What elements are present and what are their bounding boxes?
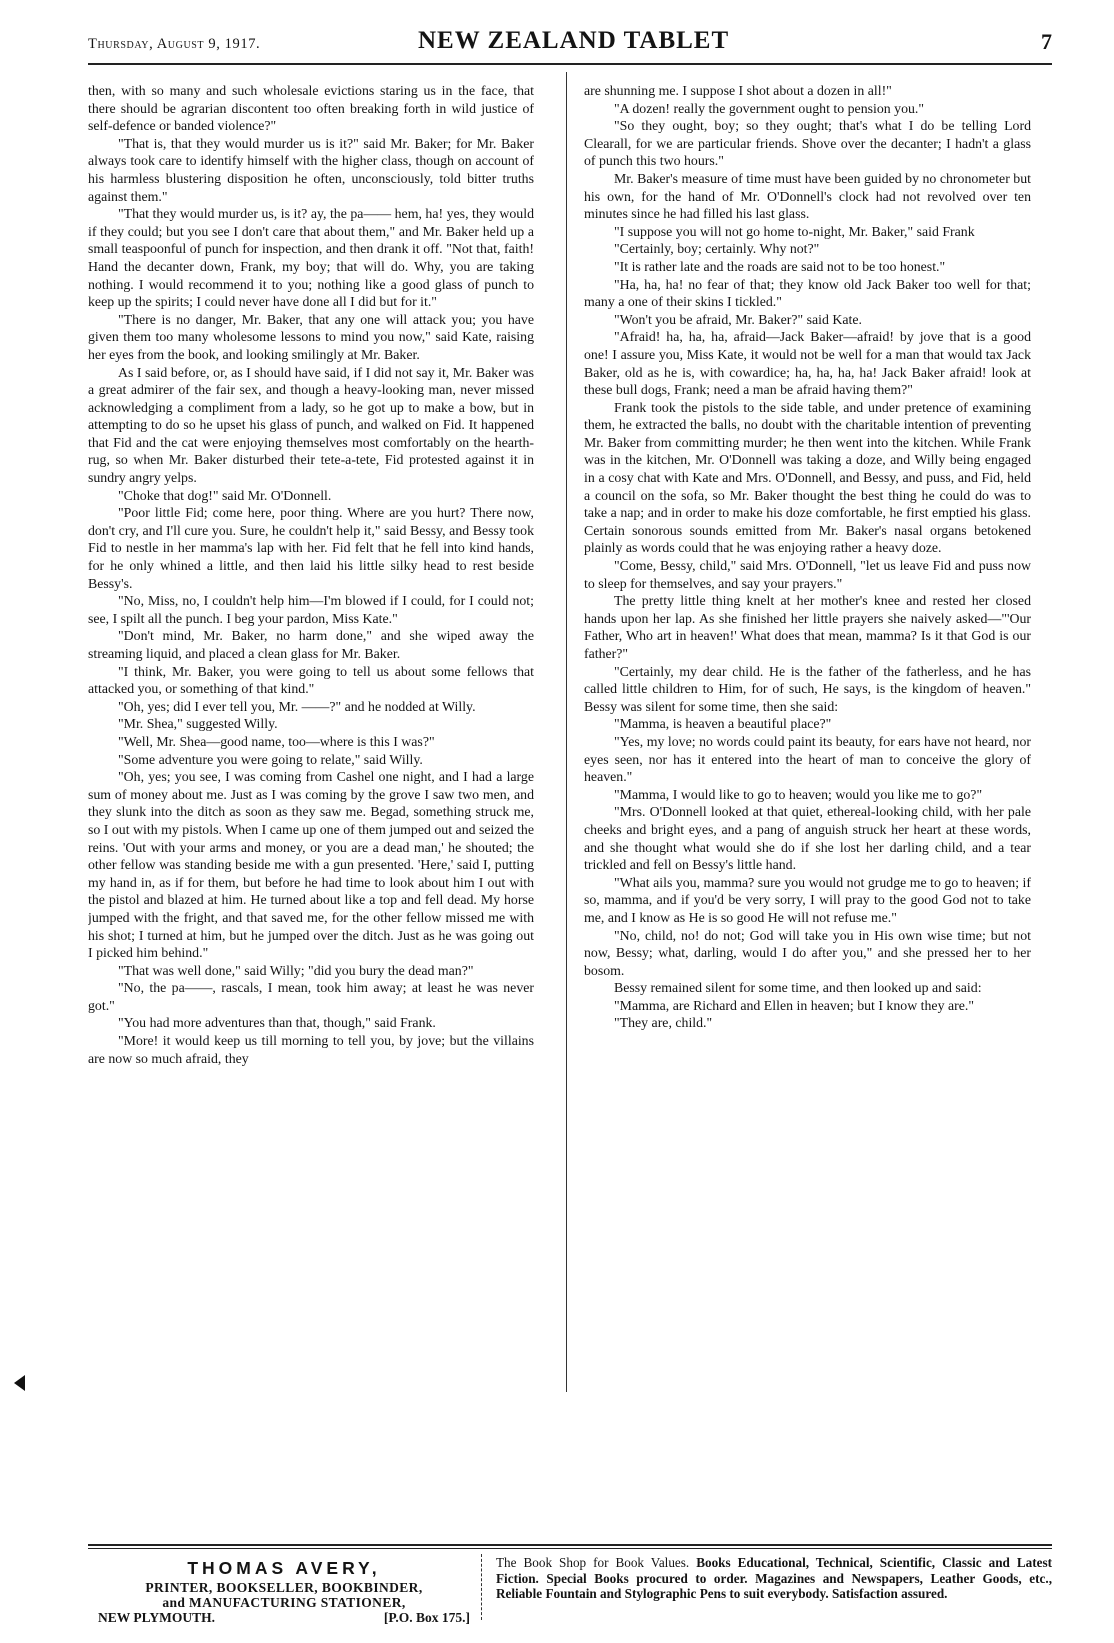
paragraph: "No, Miss, no, I couldn't help him—I'm blowed if I could, for I could not; see, I spilt all the punch. I beg your pardon, Miss Kate." [88,593,534,626]
ad-lead: The Book Shop for Book Values. [496,1555,690,1570]
advertisement-avery [92,1556,476,1625]
paragraph: "Poor little Fid; come here, poor thing. Where are you hurt? There now, don't cry, and I'll cure you. Sure, he couldn't help it," said Bessy, and Bessy took Fid to nestle in her mamma's lap with her. Fid felt that he fell into kind hands, for he only whined a little, and then laid his little silky head to rest beside Bessy's. [88,505,534,591]
paragraph: "Come, Bessy, child," said Mrs. O'Donnell, "let us leave Fid and puss now to sleep for themselves, and say your prayers." [584,558,1031,591]
town: NEW PLYMOUTH. [98,1610,216,1625]
paragraph: "Some adventure you were going to relate," said Willy. [118,751,423,767]
paragraph: "I think, Mr. Baker, you were going to tell us about some fellows that attacked you, or something of that kind." [88,663,534,697]
page-number: 7 [1041,29,1052,54]
paragraph: "So they ought, boy; so they ought; that's what I do be telling Lord Clearall, for we are particular friends. Shove over the decanter; I hadn't a glass of punch this two hours." [584,118,1031,169]
paragraph: "Choke that dog!" said Mr. O'Donnell. [118,487,332,503]
paragraph: The pretty little thing knelt at her mother's knee and rested her closed hands upon her lap. As she finished her little prayers she naively asked—"'Our Father, Who art in heaven!' What does that mean, mamma? Is it that God is our father?" [584,593,1031,661]
paragraph: "I suppose you will not go home to-night, Mr. Baker," said Frank [614,223,975,239]
po-box: [P.O. Box 175.] [383,1610,470,1625]
left-column [88,82,534,1382]
paragraph: "Ha, ha, ha! no fear of that; they know old Jack Baker too well for that; many a one of their skins I tickled." [584,276,1031,310]
paragraph: "That was well done," said Willy; "did you bury the dead man?" [118,962,474,978]
paragraph: "Mamma, I would like to go to heaven; would you like me to go?" [614,786,983,802]
paragraph: "Won't you be afraid, Mr. Baker?" said Kate. [614,311,862,327]
paragraph: "Certainly, my dear child. He is the father of the fatherless, and he has called little children to Him, for of such, He says, is the kingdom of heaven." Bessy was silent for some time, then she said: [584,663,1031,714]
paragraph: "A dozen! really the government ought to pension you." [614,100,925,116]
trades-line: PRINTER, BOOKSELLER, BOOKBINDER, [145,1580,423,1595]
paragraph: Frank took the pistols to the side table, and under pretence of examining them, he extracted the balls, no doubt with the charitable intention of preventing Mr. Baker from committing murder; he then went into the kitchen. While Frank was in the kitchen, Mr. O'Donnell was taking a doze, and Willy being engaged in a cosy chat with Kate and Mrs. O'Donnell, and Bessy, and puss, and Fid, held a council on the sofa, so Mr. Baker thought the best thing he could do was to take a nap; and in order to make his doze comfortable, he first emptied his glass. Certain sonorous sounds emitted from Mr. Baker's nasal organs betokened plainly as words could that he was enjoying rather a heavy doze. [584,399,1031,556]
right-column [584,82,1031,1382]
paragraph: As I said before, or, as I should have said, if I did not say it, Mr. Baker was a great admirer of the fair sex, and though a heavy-looking man, never missed acknowledging a compliment from a lady, so he got up to make a bow, but in attempting to do so he upset his glass of punch, and walked on Fid. It happened that Fid and the cat were enjoying themselves most comfortably on the hearth-rug, so when Mr. Baker disturbed their tete-a-tete, Fid protested against it in sundry angry yelps. [88,364,534,486]
newspaper-title: NEW ZEALAND TABLET [418,27,730,54]
advertiser-name: THOMAS AVERY, [187,1558,381,1578]
paragraph: "Mamma, are Richard and Ellen in heaven; but I know they are." [614,997,974,1013]
paragraph: "What ails you, mamma? sure you would not grudge me to go to heaven; if so, mamma, and if you'd be very sorry, I will pray to the good God not to take me, and I know as He is so good He will not refuse me." [584,874,1031,925]
paragraph: then, with so many and such wholesale evictions staring us in the face, that there should be agrarian discontent too often breaking forth in wild justice of self-defence or banded violence?" [88,83,534,134]
issue-date: Thursday, August 9, 1917. [88,36,261,52]
paragraph: "That is, that they would murder us is it?" said Mr. Baker; for Mr. Baker always took care to identify himself with the higher class, though on account of his harmless blustering disposition he often, unconsciously, told bitter truths against them." [88,135,534,204]
paragraph: "No, child, no! do not; God will take you in His own wise time; but not now, Bessy; what, darling, would I do after you," and she pressed her to her bosom. [584,927,1031,978]
paragraph: "You had more adventures than that, though," said Frank. [118,1015,436,1031]
column-divider [566,72,567,1392]
address-row [92,1610,476,1625]
paragraph: "Certainly, boy; certainly. Why not?" [614,241,820,257]
paragraph: "Don't mind, Mr. Baker, no harm done," and she wiped away the streaming liquid, and placed a clean glass for Mr. Baker. [88,628,534,661]
paragraph: "Afraid! ha, ha, ha, afraid—Jack Baker—afraid! by jove that is a good one! I assure you, Miss Kate, it would not be well for a man that would tax Jack Baker, old as he is, with cowardice; ha, ha, ha, ha! Jack Baker afraid! look at these bull dogs, Frank; need a man be afraid having them?" [584,329,1031,398]
footer-rule-thin [88,1548,1052,1549]
paragraph: "Oh, yes; did I ever tell you, Mr. ——?" and he nodded at Willy. [118,698,476,714]
paragraph: "That they would murder us, is it? ay, the pa—— hem, ha! yes, they would if they could; but you see I don't care that about them," and Mr. Baker held up a small teaspoonful of punch for inspection, and then drank it off. "Not that, faith! Hand the decanter down, Frank, my boy; that will do. Why, you are taking nothing. I would recommend it to you; nothing like a good glass of punch to keep up the spirits; I could never have done all I did but for it." [88,206,534,310]
paragraph: "More! it would keep us till morning to tell you, by jove; but the villains are now so much afraid, they [88,1033,534,1066]
advertisement-book-shop [496,1555,1052,1602]
paragraph: "Yes, my love; no words could paint its beauty, for ears have not heard, nor eyes seen, nor has it entered into the heart of man to conceive the glory of heaven." [584,733,1031,785]
paragraph: are shunning me. I suppose I shot about a dozen in all!" [584,83,892,98]
paragraph: "They are, child." [614,1015,713,1031]
paragraph: Bessy remained silent for some time, and then looked up and said: [614,980,982,996]
footer-rule [88,1544,1052,1546]
paragraph: "Mr. Shea," suggested Willy. [118,716,278,732]
header-rule [88,63,1052,65]
paragraph: "Mrs. O'Donnell looked at that quiet, ethereal-looking child, with her pale cheeks and bright eyes, and a pang of anguish struck her heart at these words, and she thought what would she do if she lost her darling child, and a tear trickled and fell on Bessy's little hand. [584,804,1031,873]
ad-text: Books Educational, Technical, Scientific, Classic and Latest Fiction. Special Books procured to order. Magazines and Newspapers, Leather Goods, etc., Reliable Fountain and Stylographic Pens to suit everybody. Satisfaction assured. [496,1555,1052,1601]
paragraph: "Mamma, is heaven a beautiful place?" [614,716,832,732]
paragraph: "Oh, yes; you see, I was coming from Cashel one night, and I had a large sum of money about me. Just as I was coming by the grove I saw two men, and they slunk into the ditch as soon as they saw me. Begad, something struck me, so I out with my pistols. When I came up one of them jumped out and seized the reins. 'Out with your arms and money, or you are a dead man,' he shouted; the other fellow was standing beside me with a gun presented. 'Here,' said I, putting my hand in, as if for them, but before he had time to look about him I out with the pistol and blazed at him. He turned about like a top and fell dead. My horse jumped with the fright, and that saved me, for the other fellow missed me with his shot; I turned at him, but he jumped over the ditch. Just as he was going out I picked him behind." [88,769,534,961]
paragraph: "Well, Mr. Shea—good name, too—where is this I was?" [118,733,435,749]
trades-line: and MANUFACTURING STATIONER, [162,1595,406,1610]
paragraph: Mr. Baker's measure of time must have been guided by no chronometer but his own, for the hand of Mr. O'Donnell's clock had not revolved over ten minutes since he had filled his last glass. [584,170,1031,222]
paragraph: "There is no danger, Mr. Baker, that any one will attack you; you have given them too many wholesome lessons to mind you now," said Kate, raising her eyes from the book, and looking smilingly at Mr. Baker. [88,311,534,362]
paragraph: "No, the pa——, rascals, I mean, took him away; at least he was never got." [88,980,534,1013]
margin-arrow-icon [14,1375,25,1391]
paragraph: "It is rather late and the roads are said not to be too honest." [614,258,946,274]
footer-separator [481,1554,483,1620]
page-header [88,26,1052,62]
